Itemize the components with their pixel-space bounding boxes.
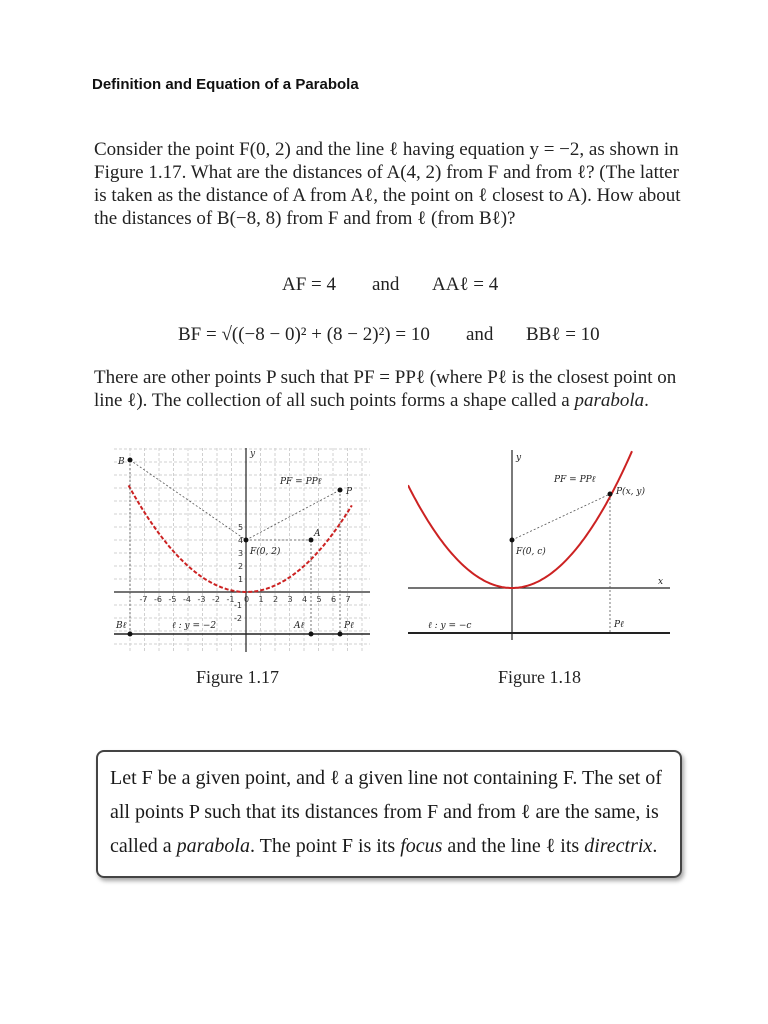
label-pl: Pℓ xyxy=(344,621,354,631)
equation-bf: BF = √((−8 − 0)² + (8 − 2)²) = 10 xyxy=(178,324,430,345)
label-pf-ppl: PF = PPℓ xyxy=(554,475,596,485)
point-p xyxy=(338,488,343,493)
figure-1-18 xyxy=(408,448,670,640)
y-tick-label: 1 xyxy=(238,575,244,584)
label-p: P xyxy=(346,487,353,497)
figure-1-18-caption: Figure 1.18 xyxy=(498,667,581,687)
label-b: B xyxy=(118,457,125,467)
y-axis-label: y xyxy=(250,449,256,459)
label-pl: Pℓ xyxy=(614,620,624,630)
x-tick-label: 5 xyxy=(316,595,322,604)
definition-line: called a parabola. The point F is its focus and the line ℓ its directrix. xyxy=(110,835,658,857)
x-tick-label: 1 xyxy=(258,595,264,604)
figure-1-17 xyxy=(108,444,372,660)
figure-1-17-caption: Figure 1.17 xyxy=(196,667,279,687)
point-al xyxy=(309,632,314,637)
x-tick-label: -6 xyxy=(154,595,162,604)
page-heading: Definition and Equation of a Parabola xyxy=(92,76,359,93)
label-bl: Bℓ xyxy=(116,621,127,631)
y-tick-label: -1 xyxy=(234,601,242,610)
equation-aal: AAℓ = 4 xyxy=(432,274,499,295)
point-f xyxy=(510,538,515,543)
equation-bbl: BBℓ = 10 xyxy=(526,324,600,345)
equation-and: and xyxy=(466,324,494,345)
paragraph-line: line ℓ). The collection of all such points forms a shape called a parabola. xyxy=(94,390,649,411)
x-tick-label: 0 xyxy=(244,595,250,604)
y-tick-label: 4 xyxy=(238,536,244,545)
label-directrix: ℓ : y = −2 xyxy=(172,621,217,631)
segment-pf xyxy=(512,494,610,540)
label-a: A xyxy=(314,529,321,539)
directrix-term: directrix xyxy=(584,835,653,857)
x-tick-label: 2 xyxy=(273,595,279,604)
definition-line: all points P such that its distances from F and from ℓ are the same, is xyxy=(110,801,659,823)
point-b xyxy=(128,458,133,463)
label-pf-ppl: PF = PPℓ xyxy=(280,477,322,487)
point-p xyxy=(608,492,613,497)
point-f xyxy=(244,538,249,543)
point-a xyxy=(309,538,314,543)
point-bl xyxy=(128,632,133,637)
label-f: F(0, c) xyxy=(516,547,546,557)
parabola-term: parabola xyxy=(574,390,645,411)
y-axis-label: y xyxy=(516,453,522,463)
x-tick-label: -1 xyxy=(226,595,235,604)
point-pl xyxy=(338,632,343,637)
parabola-term: parabola xyxy=(176,835,250,857)
x-tick-label: 4 xyxy=(302,595,308,604)
focus-term: focus xyxy=(400,835,443,857)
intro-line: Consider the point F(0, 2) and the line ℓ having equation y = −2, as shown in xyxy=(94,139,679,160)
equation-af: AF = 4 xyxy=(282,274,337,295)
label-p: P(x, y) xyxy=(616,487,645,497)
equation-and: and xyxy=(372,274,400,295)
x-tick-label: -5 xyxy=(168,595,177,604)
parabola-curve xyxy=(408,451,632,588)
label-f: F(0, 2) xyxy=(250,547,281,557)
x-axis-label: x xyxy=(658,577,664,587)
x-tick-label: -4 xyxy=(183,595,191,604)
x-tick-label: 3 xyxy=(287,595,293,604)
x-tick-label: -3 xyxy=(197,595,206,604)
intro-line: the distances of B(−8, 8) from F and from ℓ (from Bℓ)? xyxy=(94,208,516,229)
y-tick-label: -2 xyxy=(234,614,242,623)
x-tick-label: -7 xyxy=(139,595,148,604)
definition-box xyxy=(96,750,682,878)
x-tick-label: 7 xyxy=(345,595,351,604)
intro-line: is taken as the distance of A from Aℓ, the point on ℓ closest to A). How about xyxy=(94,185,681,206)
definition-text xyxy=(110,761,676,863)
label-al: Aℓ xyxy=(294,621,305,631)
x-tick-label: 6 xyxy=(331,595,337,604)
x-tick-label: -2 xyxy=(212,595,220,604)
definition-line: Let F be a given point, and ℓ a given line not containing F. The set of xyxy=(110,767,662,789)
y-tick-label: 3 xyxy=(238,549,244,558)
intro-line: Figure 1.17. What are the distances of A(4, 2) from F and from ℓ? (The latter xyxy=(94,162,679,183)
paragraph-line: There are other points P such that PF = PPℓ (where Pℓ is the closest point on xyxy=(94,367,677,388)
label-directrix: ℓ : y = −c xyxy=(428,621,472,631)
y-tick-label: 5 xyxy=(238,523,244,532)
y-tick-label: 2 xyxy=(238,562,244,571)
